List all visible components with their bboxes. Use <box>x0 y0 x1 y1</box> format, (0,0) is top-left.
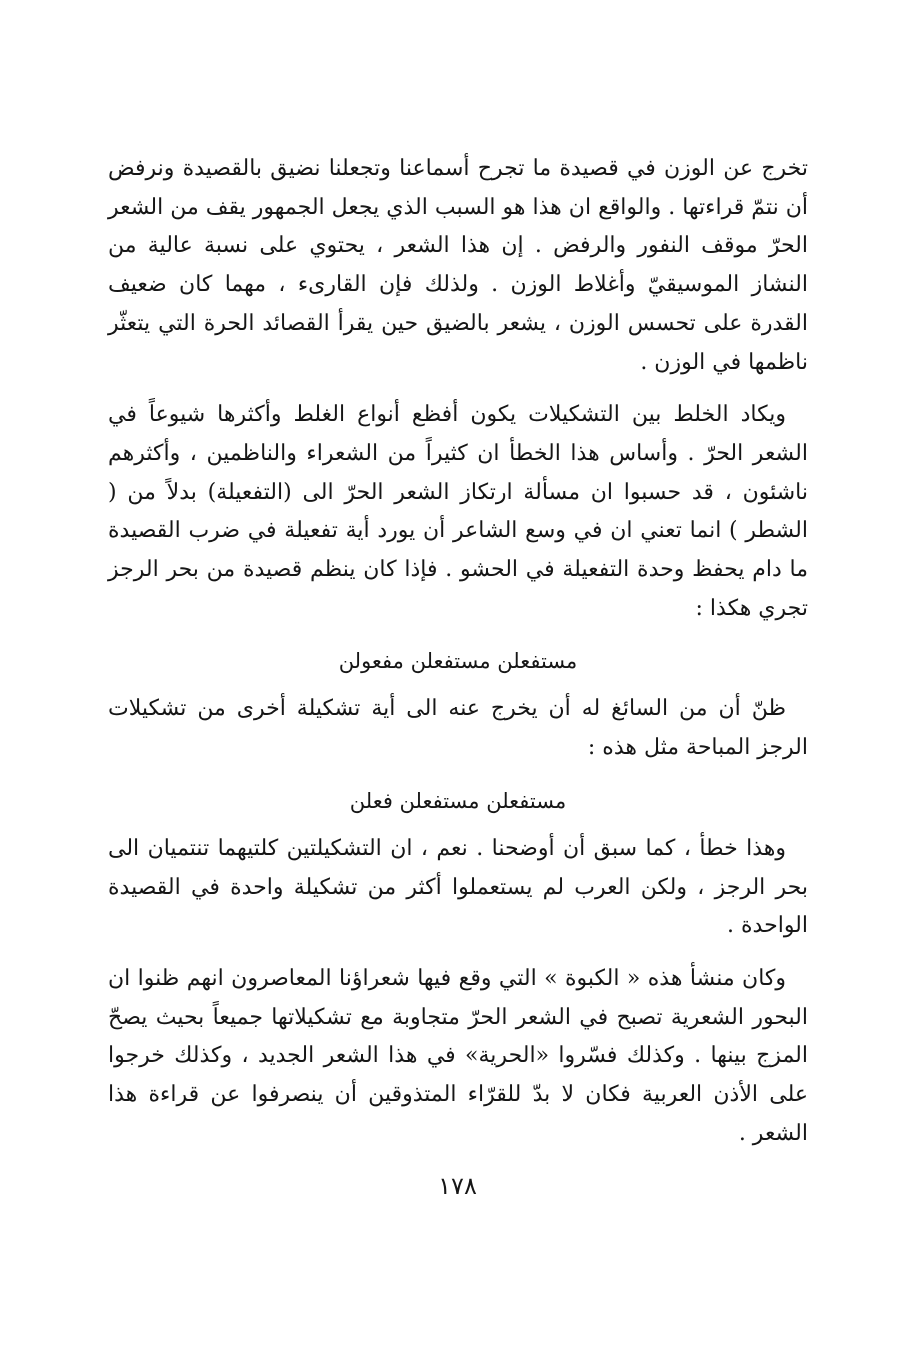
paragraph-3: ظنّ أن من السائغ له أن يخرج عنه الى أية تشكيلة أخرى من تشكيلات الرجز المباحة مثل هذه : <box>108 696 808 761</box>
paragraph-2: ويكاد الخلط بين التشكيلات يكون أفظع أنواع الغلط وأكثرها شيوعاً في الشعر الحرّ . وأساس هذا الخطأ ان كثيراً من الشعراء والناظمين ، وأكثرهم ناشئون ، قد حسبوا ان مسألة ارتكاز الشعر الحرّ الى (التفعيلة) بدلاً من ( الشطر ) انما تعني ان في وسع الشاعر أن يورد أية تفعيلة في ضرب القصيدة ما دام يحفظ وحدة التفعيلة في الحشو . فإذا كان ينظم قصيدة من بحر الرجز تجري هكذا : <box>108 402 808 621</box>
paragraph-4: وهذا خطأ ، كما سبق أن أوضحنا . نعم ، ان التشكيلتين كلتيهما تنتميان الى بحر الرجز ، ولكن العرب لم يستعملوا أكثر من تشكيلة واحدة في القصيدة الواحدة . <box>108 835 808 939</box>
verse-example-2: مستفعلن مستفعلن فعلن <box>349 788 567 813</box>
page-number: ١٧٨ <box>438 1172 477 1200</box>
paragraph-5: وكان منشأ هذه « الكبوة » التي وقع فيها شعراؤنا المعاصرون انهم ظنوا ان البحور الشعرية تصبح في الشعر الحرّ متجاوبة مع تشكيلاتها جميعاً بحيث يصحّ المزج بينها . وكذلك فسّروا «الحرية» في هذا الشعر الجديد ، وكذلك خرجوا على الأذن العربية فكان لا بدّ للقرّاء المتذوقين أن ينصرفوا عن قراءة هذا الشعر . <box>108 965 808 1146</box>
page-body <box>108 150 808 1153</box>
paragraph-1: تخرج عن الوزن في قصيدة ما تجرح أسماعنا وتجعلنا نضيق بالقصيدة ونرفض أن نتمّ قراءتها . والواقع ان هذا هو السبب الذي يجعل الجمهور يقف من الشعر الحرّ موقف النفور والرفض . إن هذا الشعر ، يحتوي على نسبة عالية من النشاز الموسيقيّ وأغلاط الوزن . ولذلك فإن القارىء ، مهما كان ضعيف القدرة على تحسس الوزن ، يشعر بالضيق حين يقرأ القصائد الحرة التي يتعثّر ناظمها في الوزن . <box>108 156 808 375</box>
verse-example-1: مستفعلن مستفعلن مفعولن <box>338 649 578 674</box>
